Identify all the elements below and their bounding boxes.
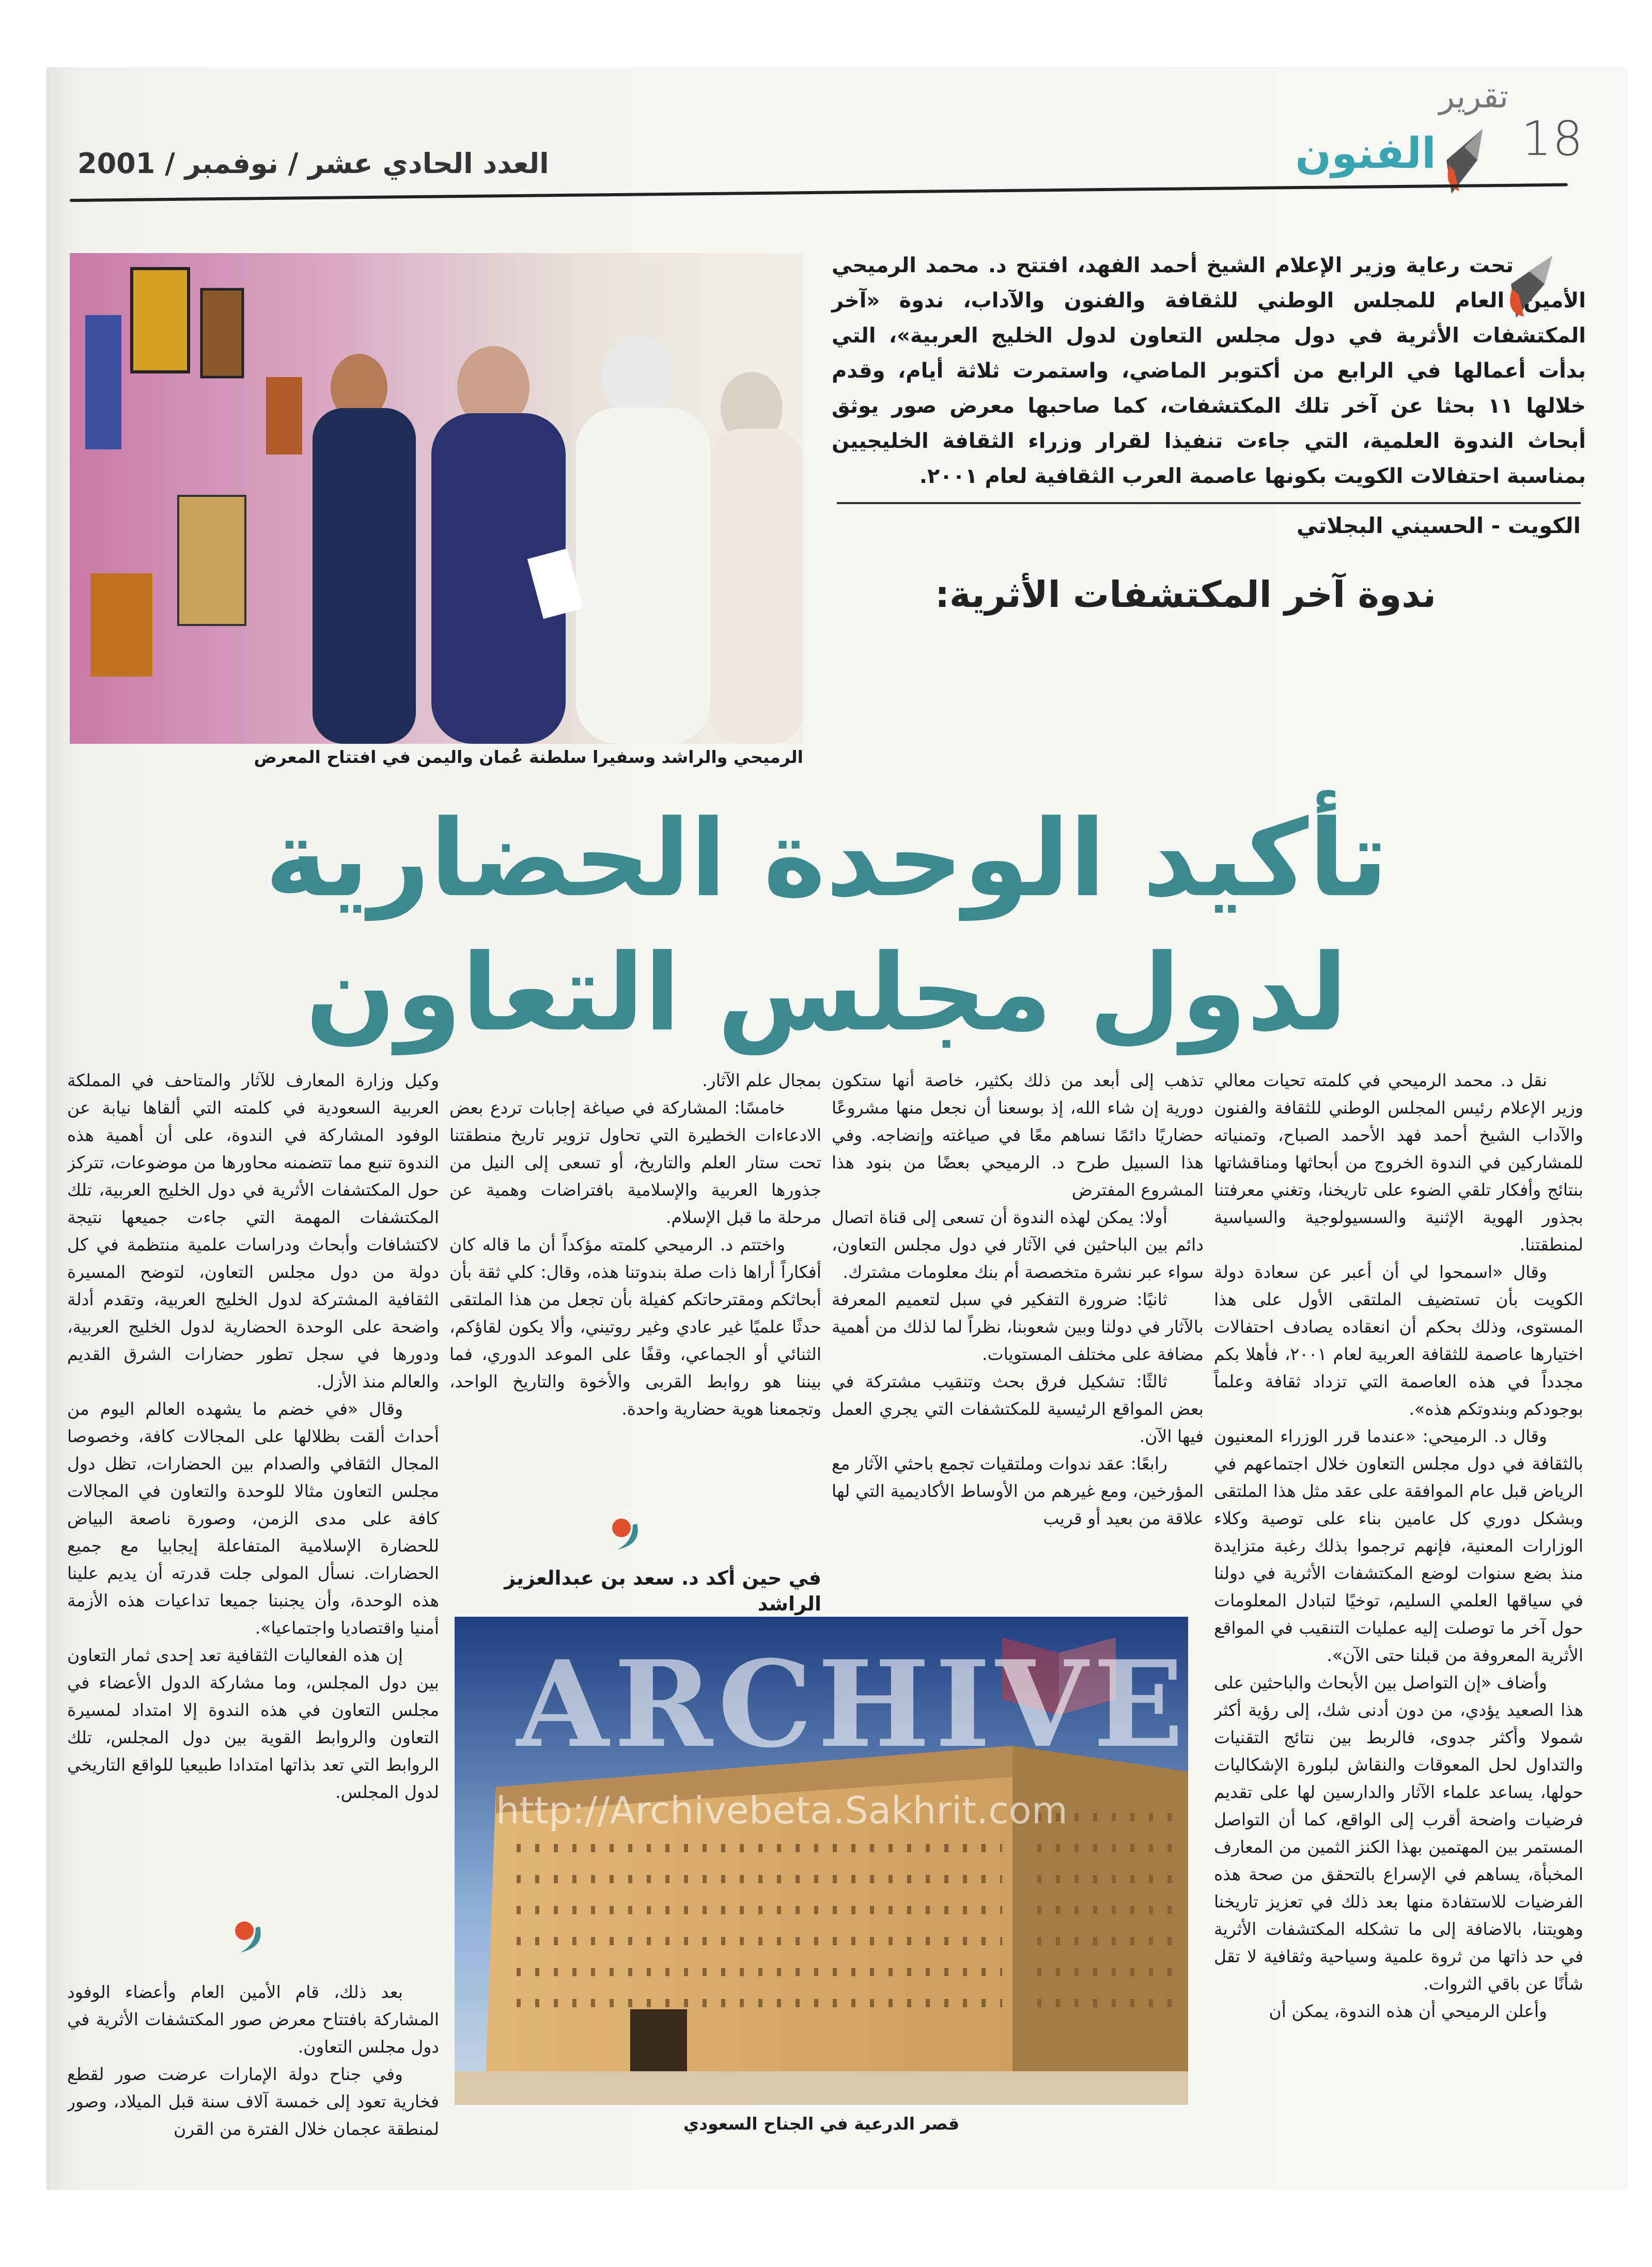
photo-caption: قصر الدرعية في الجناح السعودي (683, 2114, 960, 2134)
column-subhead: في حين أكد د. سعد بن عبدالعزيز الراشد (504, 1567, 821, 1615)
article-column-3 (449, 1067, 821, 1506)
paragraph: وفي جناح دولة الإمارات عرضت صور لقطع فخارية تعود إلى خمسة آلاف سنة قبل الميلاد، وصور لمنطقة عجمان خلال الفترة من القرن (67, 2064, 439, 2139)
paragraph: واختتم د. الرميحي كلمته مؤكداً أن ما قاله كان أفكاراً أراها ذات صلة بندوتنا هذه، وقال: كلي ثقة بأن أبحاثكم ومقترحاتكم كفيلة بأن تجعل من هذا الملتقى حدثًا علميًا غير عادي وغير روتيني، وألا يكون لقاؤكم، الثنائي أو الجماعي، وقفًا على الموعد الدوري، فما بيننا هو روابط القربى والأخوة والتاريخ الواحد، وتجمعنا هوية حضارية واحدة. (449, 1234, 821, 1419)
paragraph: نقل د. محمد الرميحي في كلمته تحيات معالي وزير الإعلام رئيس المجلس الوطني للثقافة والفنون والآداب الشيخ أحمد فهد الأحمد الصباح، وتمنياته للمشاركين في الندوة الخروج من أبحاثها ومناقشاتها بنتائج وأفكار تلقي الضوء على تاريخنا، وتغني معرفتنا بجذور الهوية الإثنية والسسيولوجية والسياسية لمنطقتنا. (1214, 1070, 1583, 1255)
paragraph: بعد ذلك، قام الأمين العام وأعضاء الوفود المشاركة بافتتاح معرض صور المكتشفات الأثرية في دول مجلس التعاون. (67, 1982, 439, 2057)
paragraph: وأضاف «إن التواصل بين الأبحاث والباحثين على هذا الصعيد يؤدي، من دون أدنى شك، إلى رؤية أكثر شمولا وأكثر جدوى، فالربط بين نتائج التقنيات والتداول لحل المعوقات والنقاش لبلورة الإشكاليات حولها، يساعد علماء الآثار والدارسين لها على تقديم فرضيات واضحة أقرب إلى الواقع، كما أن التواصل المستمر بين المهتمين بهذا الكنز الثمين من المعارف المخبأة، يساهم في الإسراع بالتحقق من صحة هذه الفرضيات للاستفادة منها بعد ذلك في تعزيز تاريخنا وهويتنا، بالاضافة إلى ما تشكله المكتشفات الأثرية في حد ذاتها من ثروة علمية وسياحية وثقافية لا تقل شأنًا عن باقي الثروات. (1214, 1672, 1583, 1994)
archive-watermark-logo-icon (992, 1632, 1126, 1715)
paragraph: رابعًا: عقد ندوات وملتقيات تجمع باحثي الآثار مع المؤرخين، ومع غيرهم من الأوساط الأكاديمية التي لها علاقة من بعيد أو قريب (832, 1453, 1204, 1528)
paragraph: ثانيًا: ضرورة التفكير في سبل لتعميم المعرفة بالآثار في دولنا وبين شعوبنا، نظراً لما لذلك من أهمية مضافة على مختلف المستويات. (832, 1289, 1204, 1364)
archive-watermark-url: http://Archivebeta.Sakhrit.com (496, 1789, 1068, 1832)
intro-paragraph: تحت رعاية وزير الإعلام الشيخ أحمد الفهد، افتتح د. محمد الرميحي الأمين العام للمجلس الوطني للثقافة والفنون والآداب، ندوة «آخر المكتشفات الأثرية في دول مجلس التعاون لدول الخليج العربية»، التي بدأت أعمالها في الرابع من أكتوبر الماضي، واستمرت ثلاثة أيام، وقدم خلالها ١١ بحثا عن آخر تلك المكتشفات، كما صاحبها معرض صور يوثق أبحاث الندوة العلمية، التي جاءت تنفيذا لقرار وزراء الثقافة الخليجيين بمناسبة احتفالات الكويت بكونها عاصمة العرب الثقافية لعام ٢٠٠١. (832, 254, 1586, 488)
paragraph: وقال د. الرميحي: «عندما قرر الوزراء المعنيون بالثقافة في دول مجلس التعاون خلال اجتماعهم في الرياض قبل عام الموافقة على عقد مثل هذا الملتقى وبشكل دوري كل عامين بناء على توصية وكلاء الوزارات المعنية، فإنهم ترجموا بذلك رغبة متزايدة منذ بضع سنوات لوضع المكتشفات الأثرية في دولنا في سياقها العلمي السليم، توخيًا لتبادل المعلومات حول آخر ما توصلت إليه عمليات التنقيب في المواقع الأثرية المعروفة من قبلنا حتى الآن». (1214, 1426, 1583, 1665)
paragraph: وقال «في خضم ما يشهده العالم اليوم من أحداث ألقت بظلالها على المجالات كافة، وخصوصا المجال الثقافي والصدام بين الحضارات، تظل دول مجلس التعاون مثالا للوحدة والتعاون في المجالات كافة على مدى الزمن، وصورة ناصعة البياض للحضارة الإسلامية المتفاعلة إيجابيا مع جميع الحضارات. نسأل المولى جلت قدرته أن يديم علينا هذه الوحدة، وأن يجنبنا جميعا تداعيات هذه الأزمة أمنيا واقتصاديا واجتماعيا». (67, 1399, 439, 1638)
exhibition-opening-photo (70, 253, 803, 744)
intro-divider (837, 502, 1581, 504)
photo-caption: الرميحي والراشد وسفيرا سلطنة عُمان واليمن في افتتاح المعرض (254, 747, 803, 767)
archive-watermark: ARCHIVE (517, 1635, 1189, 1774)
section-label-report: تقرير (1439, 77, 1508, 115)
paragraph: إن هذه الفعاليات الثقافية تعد إحدى ثمار التعاون بين دول المجلس، وما مشاركة الدول الأعضاء في مجلس التعاون في هذه الندوة إلا امتداد لمسيرة التعاون والروابط القوية بين دول المجلس، تلك الروابط التي تعد بذاتها امتدادا طبيعيا للواقع التاريخي لدول المجلس. (67, 1645, 439, 1802)
article-column-1 (1214, 1067, 1583, 2156)
photo-illustration (70, 253, 803, 744)
intro-block (832, 248, 1586, 618)
issue-info: العدد الحادي عشر / نوفمبر / 2001 (77, 147, 549, 180)
paragraph: وأعلن الرميحي أن هذه الندوة، يمكن أن (1269, 2001, 1547, 2021)
paragraph: أولا: يمكن لهذه الندوة أن تسعى إلى قناة اتصال دائم بين الباحثين في الآثار في دول مجلس التعاون، سواء عبر نشرة متخصصة أم بنك معلومات مشترك. (832, 1207, 1204, 1282)
byline: الكويت - الحسيني البجلاتي (1296, 513, 1581, 538)
headline-kicker: ندوة آخر المكتشفات الأثرية: (934, 573, 1436, 616)
article-column-4 (67, 1067, 439, 1888)
section-label-arts: الفنون (1295, 129, 1436, 178)
paragraph: وكيل وزارة المعارف للآثار والمتاحف في المملكة العربية السعودية في كلمته التي ألقاها نيابة عن الوفود المشاركة في الندوة، على أن أهمية هذه الندوة تنبع مما تتضمنه محاورها من موضوعات، تتركز حول المكتشفات الأثرية في دول الخليج العربية، تلك المكتشفات المهمة التي جاءت جميعها نتيجة لاكتشافات وأبحاث ودراسات علمية منتظمة في كل دولة من دول مجلس التعاون، لتوضح المسيرة الثقافية المشتركة لدول الخليج العربية، وتقدم أدلة واضحة على الوحدة الحضارية لدول الخليج العربية، ودورها في سجل تطور حضارات الشرق القديم والعالم منذ الأزل. (67, 1070, 439, 1392)
section-separator-icon (225, 1916, 271, 1958)
section-separator-icon (602, 1513, 648, 1555)
headline-line-2: لدول مجلس التعاون (305, 932, 1348, 1055)
paragraph: بمجال علم الآثار. (702, 1070, 821, 1090)
paragraph: وقال «اسمحوا لي أن أعبر عن سعادة دولة الكويت بأن تستضيف الملتقى الأول على هذا المستوى، وذلك بحكم أن انعقاده يصادف احتفالات اختيارها عاصمة للثقافة العربية لعام ٢٠٠١، فأهلا بكم مجدداً في هذه العاصمة التي تزداد ثقافة وعلماً بوجودكم وبندوتكم هذه». (1214, 1262, 1583, 1419)
paragraph: ثالثًا: تشكيل فرق بحث وتنقيب مشتركة في بعض المواقع الرئيسية للمكتشفات التي يجري العمل فيها الآن. (832, 1371, 1204, 1446)
paragraph: تذهب إلى أبعد من ذلك بكثير، خاصة أنها ستكون دورية إن شاء الله، إذ بوسعنا أن نجعل منها مشروعًا حضاريًا دائمًا نساهم معًا في صياغته وإنضاجه. وفي هذا السبيل طرح د. الرميحي بعضًا من بنود هذا المشروع المفترض (832, 1070, 1204, 1200)
article-column-4-continued (67, 1978, 439, 2159)
page-number: 18 (1521, 111, 1584, 166)
paragraph: خامسًا: المشاركة في صياغة إجابات تردع بعض الادعاءات الخطيرة التي تحاول تزوير تاريخ منطقتنا تحت ستار العلم والتاريخ، أو تسعى إلى النيل من جذورها العربية والإسلامية بافتراضات وهمية عن مرحلة ما قبل الإسلام. (449, 1098, 821, 1227)
headline-line-1: تأكيد الوحدة الحضارية (264, 798, 1389, 920)
article-column-2 (832, 1067, 1204, 1604)
